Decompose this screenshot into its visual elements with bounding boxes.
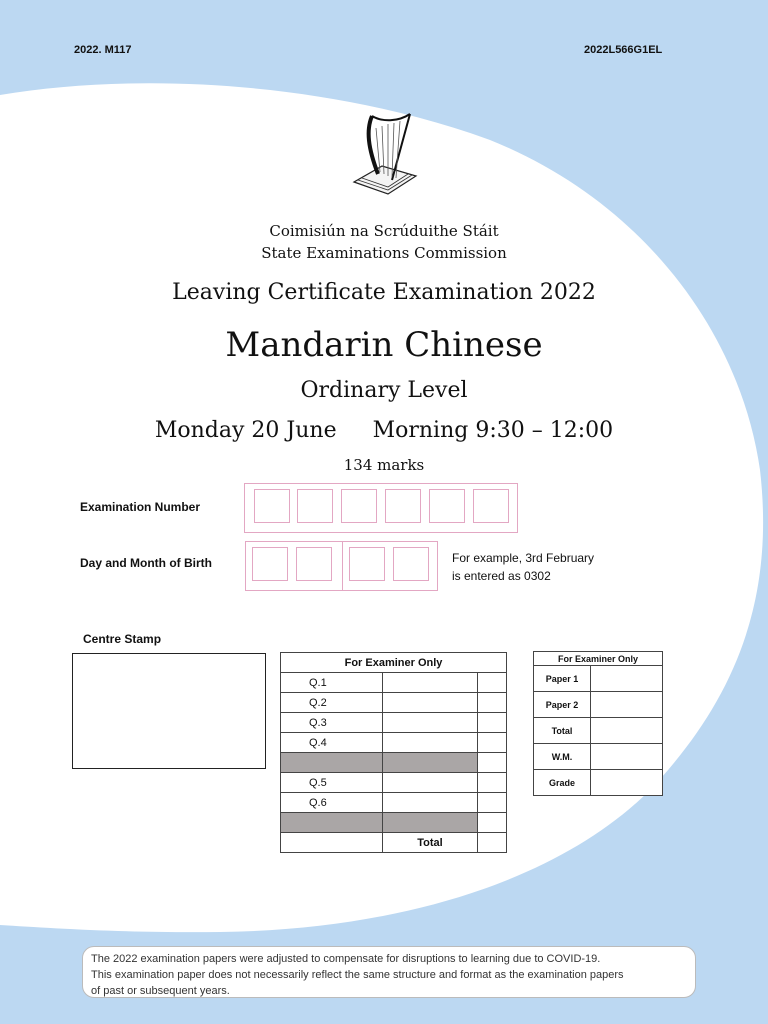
birth-date-digit[interactable] xyxy=(393,547,429,581)
birth-note-line1: For example, 3rd February xyxy=(452,551,595,565)
table-row: Q.6 xyxy=(281,793,507,813)
exam-number-digit[interactable] xyxy=(429,489,465,523)
centre-stamp-label: Centre Stamp xyxy=(83,632,162,646)
table-row xyxy=(281,753,507,773)
disclaimer-line1: The 2022 examination papers were adjusted to compensate for disruptions to learning due to COVID-19. xyxy=(91,953,601,965)
examiner-table-header: For Examiner Only xyxy=(281,653,507,673)
table-row: Q.3 xyxy=(281,713,507,733)
birth-date-digit[interactable] xyxy=(296,547,332,581)
harp-emblem-icon xyxy=(348,108,420,200)
birth-date-digit[interactable] xyxy=(252,547,288,581)
table-row: Q.2 xyxy=(281,693,507,713)
exam-number-boxes[interactable] xyxy=(244,483,518,533)
birth-date-digit[interactable] xyxy=(349,547,385,581)
birth-date-note xyxy=(452,549,594,585)
commission-irish: Coimisiún na Scrúduithe Stáit xyxy=(269,222,499,240)
exam-number-digit[interactable] xyxy=(473,489,509,523)
exam-date: Monday 20 June xyxy=(154,418,337,443)
table-row xyxy=(281,813,507,833)
table-row: Total xyxy=(534,718,663,744)
exam-number-label: Examination Number xyxy=(80,500,201,514)
paper-code-left: 2022. M117 xyxy=(74,44,132,56)
table-row: Q.5 xyxy=(281,773,507,793)
birth-date-boxes[interactable] xyxy=(245,541,438,591)
exam-time: Morning 9:30 – 12:00 xyxy=(372,418,614,443)
table-row: Paper 1 xyxy=(534,666,663,692)
table-row: Q.4 xyxy=(281,733,507,753)
examiner-summary-table xyxy=(533,651,663,796)
subject-title: Mandarin Chinese xyxy=(225,325,543,365)
summary-table-header: For Examiner Only xyxy=(534,652,663,666)
exam-number-digit[interactable] xyxy=(254,489,290,523)
total-marks: 134 marks xyxy=(343,456,425,474)
centre-stamp-box xyxy=(72,653,266,769)
exam-level: Ordinary Level xyxy=(300,378,468,403)
exam-number-digit[interactable] xyxy=(297,489,333,523)
exam-number-digit[interactable] xyxy=(341,489,377,523)
disclaimer-line2: This examination paper does not necessarily reflect the same structure and format as the examination papers xyxy=(91,969,624,981)
table-row: Paper 2 xyxy=(534,692,663,718)
exam-datetime xyxy=(0,418,768,443)
commission-name xyxy=(0,220,768,264)
paper-code-right: 2022L566G1EL xyxy=(584,44,663,56)
total-label: Total xyxy=(382,833,477,853)
table-row: Q.1 xyxy=(281,673,507,693)
birth-date-label: Day and Month of Birth xyxy=(80,556,212,570)
exam-number-digit[interactable] xyxy=(385,489,421,523)
covid-disclaimer xyxy=(82,946,696,998)
table-row: W.M. xyxy=(534,744,663,770)
table-row: Grade xyxy=(534,770,663,796)
exam-title: Leaving Certificate Examination 2022 xyxy=(172,280,596,305)
birth-note-line2: is entered as 0302 xyxy=(452,569,551,583)
disclaimer-line3: of past or subsequent years. xyxy=(91,985,230,997)
examiner-question-table xyxy=(280,652,507,853)
table-row xyxy=(281,833,507,853)
commission-english: State Examinations Commission xyxy=(261,244,507,262)
birth-date-divider xyxy=(342,542,343,590)
